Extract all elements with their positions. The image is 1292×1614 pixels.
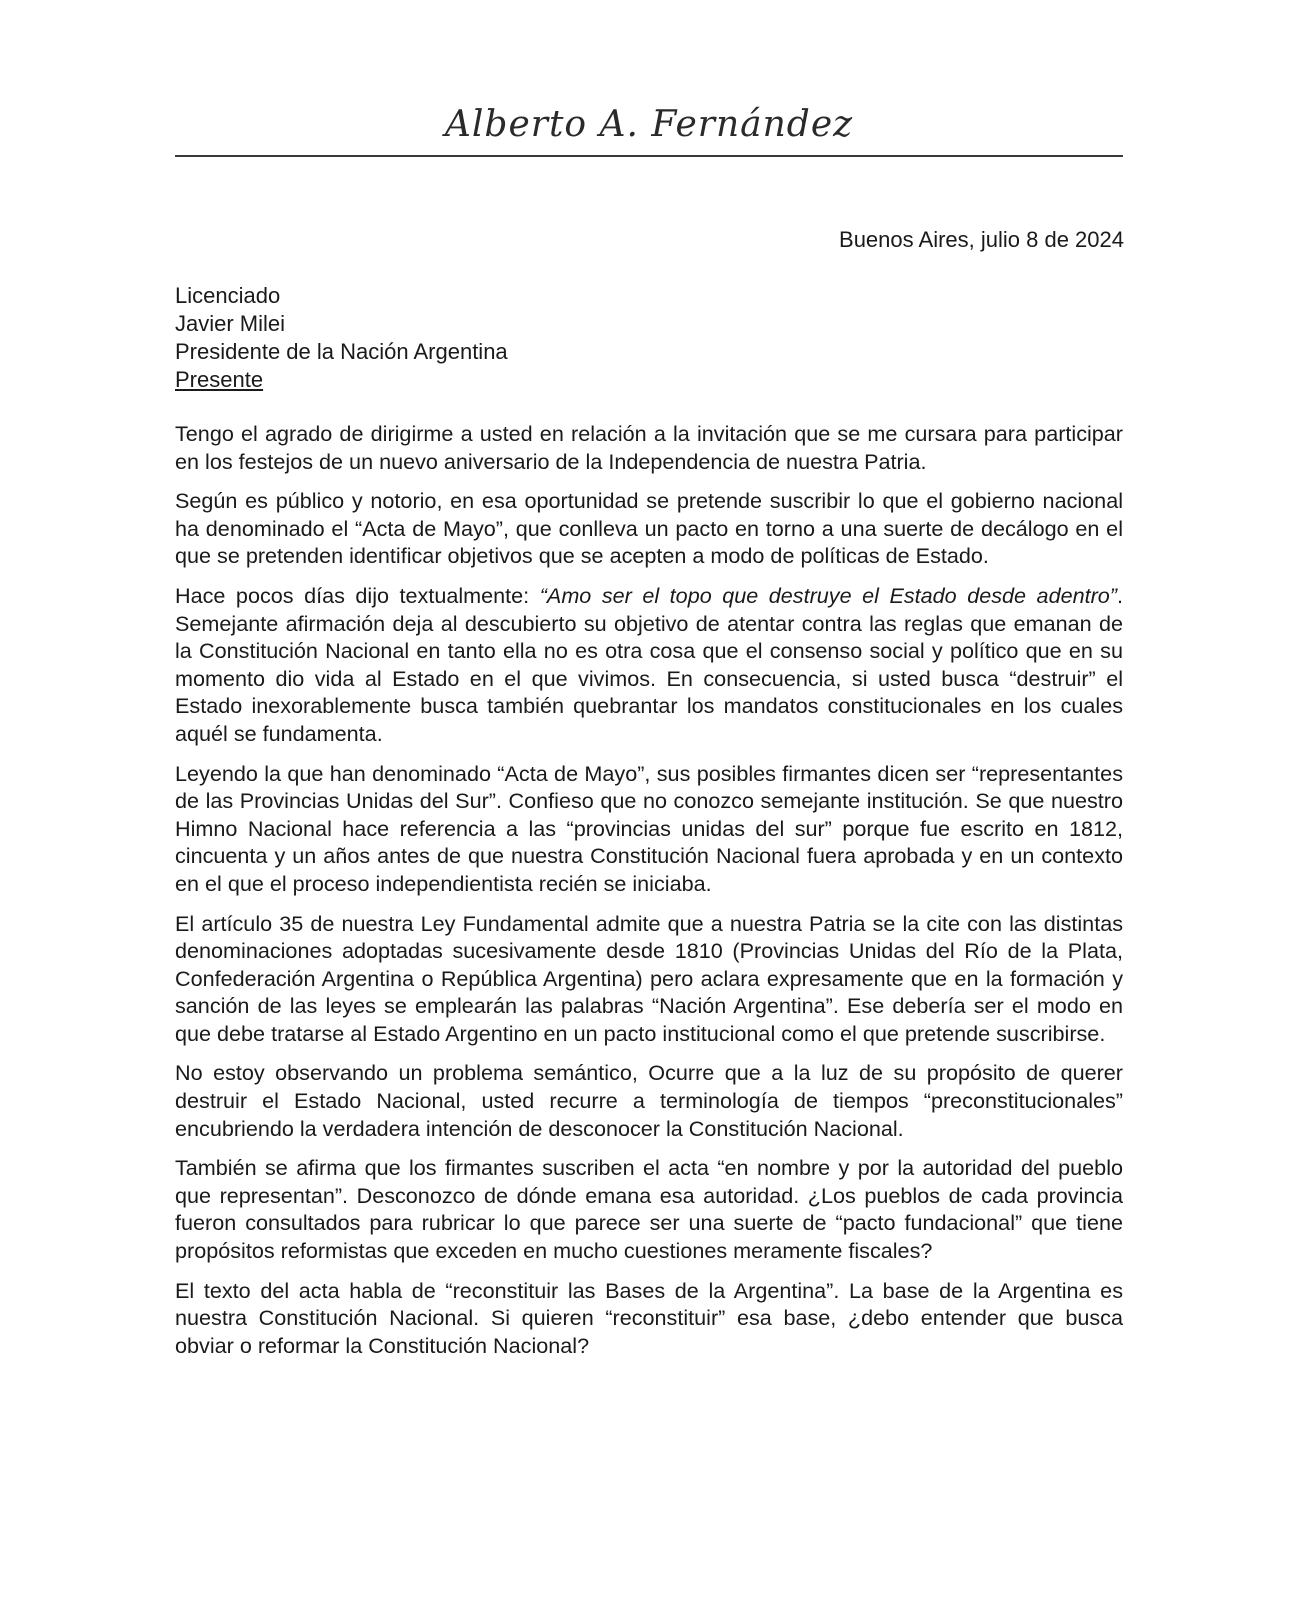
- letter-date: Buenos Aires, julio 8 de 2024: [839, 227, 1124, 252]
- recipient-position: Presidente de la Nación Argentina: [175, 339, 508, 364]
- letterhead-name: Alberto A. Fernández: [444, 104, 854, 145]
- recipient-title: Licenciado: [175, 283, 281, 308]
- paragraph-5: El artículo 35 de nuestra Ley Fundamental admite que a nuestra Patria se la cite con las distintas denominaciones adoptadas sucesivamente desde 1810 (Provincias Unidas del Río de la Plata, Confederación Argentina o República Argentina) pero aclara expresamente que en la formación y sanción de las leyes se emplearán las palabras “Nación Argentina”. Ese debería ser el modo en que debe tratarse al Estado Argentino en un pacto institucional como el que pretende suscribirse.: [175, 910, 1123, 1046]
- paragraph-3-rest: . Semejante afirmación deja al descubierto su objetivo de atentar contra las reglas que emanan de la Constitución Nacional en tanto ella no es otra cosa que el consenso social y político que en su momento dio vida al Estado en el que vivimos. En consecuencia, si usted busca “destruir” el Estado inexorablemente busca también quebrantar los mandatos constitucionales en los cuales aquél se fundamenta.: [175, 582, 1123, 746]
- letter-body: [175, 420, 1123, 1371]
- letterhead: [175, 96, 1123, 156]
- paragraph-1: Tengo el agrado de dirigirme a usted en relación a la invitación que se me cursara para participar en los festejos de un nuevo aniversario de la Independencia de nuestra Patria.: [175, 421, 1123, 474]
- paragraph-2: Según es público y notorio, en esa oportunidad se pretende suscribir lo que el gobierno nacional ha denominado el “Acta de Mayo”, que conlleva un pacto en torno a una suerte de decálogo en el que se pretenden identificar objetivos que se acepten a modo de políticas de Estado.: [175, 488, 1123, 569]
- recipient-presente: Presente: [175, 367, 264, 392]
- paragraph-3-intro: Hace pocos días dijo textualmente:: [175, 582, 540, 608]
- paragraph-4: Leyendo la que han denominado “Acta de Mayo”, sus posibles firmantes dicen ser “representantes de las Provincias Unidas del Sur”. Confieso que no conozco semejante institución. Se que nuestro Himno Nacional hace referencia a las “provincias unidas del sur” porque fue escrito en 1812, cincuenta y un años antes de que nuestra Constitución Nacional fuera aprobada y en un contexto en el que el proceso independientista recién se iniciaba.: [175, 760, 1123, 896]
- letterhead-divider: [175, 155, 1123, 157]
- paragraph-3-quote: “Amo ser el topo que destruye el Estado desde adentro”: [539, 582, 1117, 608]
- recipient-block: [175, 282, 508, 394]
- paragraph-6: No estoy observando un problema semántico, Ocurre que a la luz de su propósito de querer destruir el Estado Nacional, usted recurre a terminología de tiempos “preconstitucionales” encubriendo la verdadera intención de desconocer la Constitución Nacional.: [175, 1060, 1123, 1141]
- paragraph-3: [175, 582, 1123, 748]
- recipient-name: Javier Milei: [175, 311, 286, 336]
- paragraph-8: El texto del acta habla de “reconstituir las Bases de la Argentina”. La base de la Argentina es nuestra Constitución Nacional. Si quieren “reconstituir” esa base, ¿debo entender que busca obviar o reformar la Constitución Nacional?: [175, 1277, 1123, 1358]
- paragraph-7: También se afirma que los firmantes suscriben el acta “en nombre y por la autoridad del pueblo que representan”. Desconozco de dónde emana esa autoridad. ¿Los pueblos de cada provincia fueron consultados para rubricar lo que parece ser una suerte de “pacto fundacional” que tiene propósitos reformistas que exceden en mucho cuestiones meramente fiscales?: [175, 1155, 1123, 1264]
